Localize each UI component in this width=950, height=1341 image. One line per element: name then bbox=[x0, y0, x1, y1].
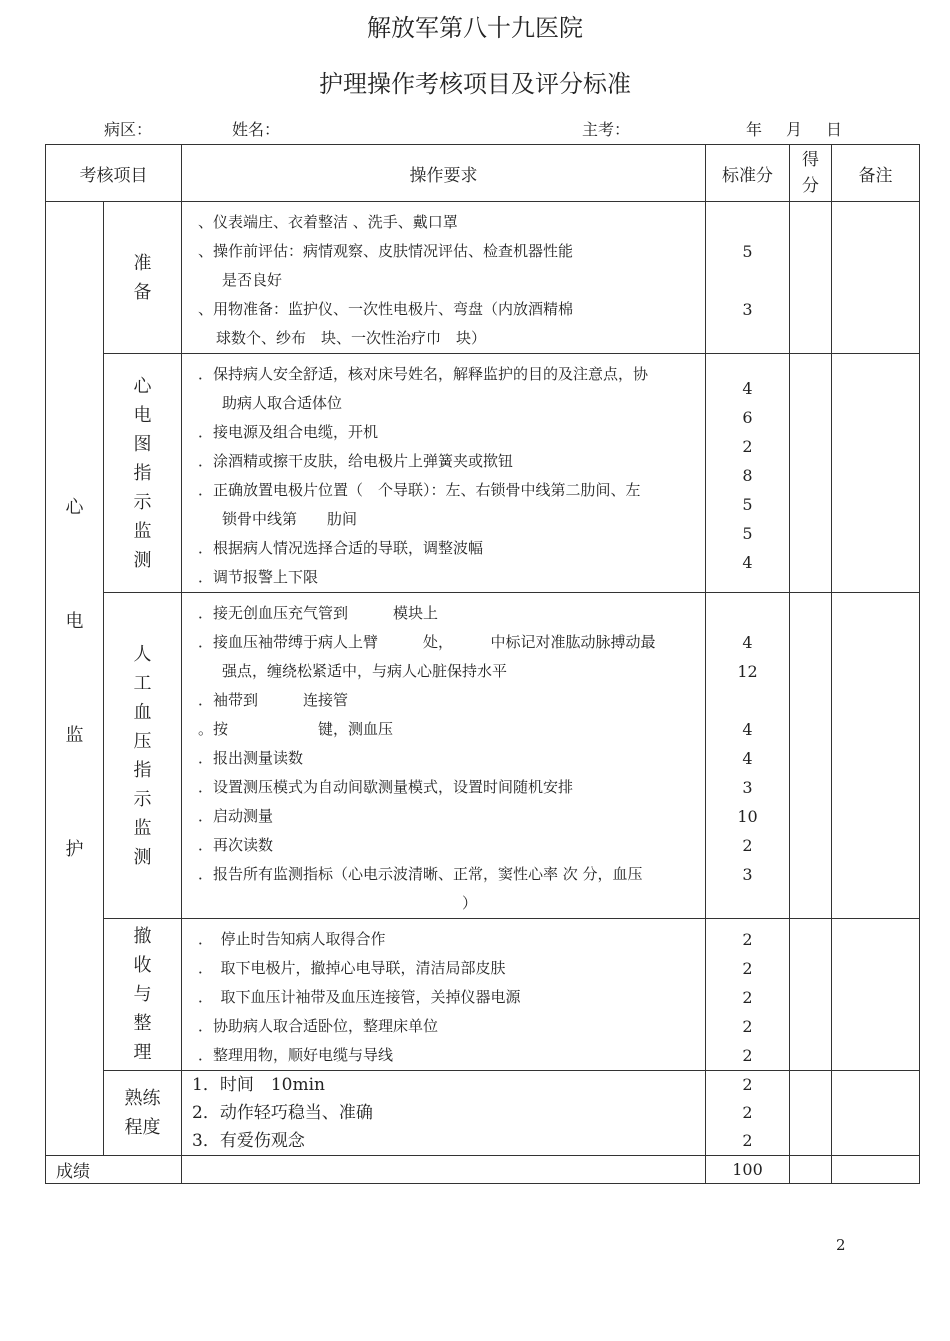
category-cell bbox=[104, 919, 182, 1071]
standard-score: 4 bbox=[742, 633, 753, 652]
score-cell[interactable] bbox=[790, 202, 832, 354]
requirement-cell bbox=[182, 919, 706, 1071]
standard-score: 3 bbox=[742, 865, 753, 884]
total-remark-cell[interactable] bbox=[832, 1156, 920, 1184]
req-line: 是否良好 bbox=[222, 271, 283, 289]
standard-score bbox=[706, 889, 789, 918]
req-line: ．报出测量读数 bbox=[198, 749, 304, 767]
total-standard-score: 100 bbox=[706, 1156, 790, 1184]
req-line: 3．有爱伤观念 bbox=[192, 1131, 305, 1151]
col-remark: 备注 bbox=[832, 145, 920, 202]
standard-score: 2 bbox=[742, 1103, 753, 1122]
standard-score: 3 bbox=[742, 778, 753, 797]
section-row-bp bbox=[46, 593, 920, 919]
standard-score bbox=[706, 208, 789, 237]
day-label: 日 bbox=[826, 120, 843, 139]
year-label: 年 bbox=[746, 120, 763, 139]
standard-score: 2 bbox=[742, 1017, 753, 1036]
standard-score-cell bbox=[706, 202, 790, 354]
standard-score bbox=[706, 599, 789, 628]
standard-score: 2 bbox=[742, 959, 753, 978]
req-line: ．涂酒精或擦干皮肤，给电极片上弹簧夹或揿钮 bbox=[198, 452, 514, 470]
standard-score: 4 bbox=[742, 553, 753, 572]
standard-score: 5 bbox=[742, 495, 753, 514]
req-line: ．根据病人情况选择合适的导联，调整波幅 bbox=[198, 539, 484, 557]
req-line: ．启动测量 bbox=[198, 807, 274, 825]
requirement-cell bbox=[182, 202, 706, 354]
col-score: 得分 bbox=[790, 145, 832, 202]
remark-cell[interactable] bbox=[832, 202, 920, 354]
standard-score-cell bbox=[706, 1071, 790, 1156]
req-line: ．正确放置电极片位置（ 个导联）：左、右锁骨中线第二肋间、左 bbox=[198, 481, 641, 499]
standard-score-cell bbox=[706, 593, 790, 919]
standard-score: 2 bbox=[742, 437, 753, 456]
page-number: 2 bbox=[836, 1236, 846, 1254]
req-line: 2．动作轻巧稳当、准确 bbox=[192, 1103, 373, 1123]
col-requirement: 操作要求 bbox=[182, 145, 706, 202]
req-line: 强点，缠绕松紧适中，与病人心脏保持水平 bbox=[222, 662, 508, 680]
score-cell[interactable] bbox=[790, 919, 832, 1071]
standard-score: 4 bbox=[742, 749, 753, 768]
req-line: ．接无创血压充气管到 模块上 bbox=[198, 604, 439, 622]
req-line: ． 取下血压计袖带及血压连接管，关掉仪器电源 bbox=[198, 988, 521, 1006]
standard-score: 2 bbox=[742, 1046, 753, 1065]
req-line: ．整理用物，顺好电缆与导线 bbox=[198, 1046, 394, 1064]
ward-label: 病区： bbox=[104, 120, 153, 139]
name-label: 姓名： bbox=[232, 120, 281, 139]
hospital-title: 解放军第八十九医院 bbox=[367, 14, 583, 42]
req-line: ．接血压袖带缚于病人上臂 处， 中标记对准肱动脉搏动最 bbox=[198, 633, 656, 651]
req-line: ．接电源及组合电缆，开机 bbox=[198, 423, 379, 441]
form-title: 护理操作考核项目及评分标准 bbox=[319, 70, 631, 98]
outer-category bbox=[46, 202, 104, 1156]
requirement-cell bbox=[182, 593, 706, 919]
standard-score: 2 bbox=[742, 1131, 753, 1150]
req-line: ．袖带到 连接管 bbox=[198, 691, 349, 709]
section-row-cleanup bbox=[46, 919, 920, 1071]
req-line: ． 停止时告知病人取得合作 bbox=[198, 930, 386, 948]
examiner-label: 主考： bbox=[582, 120, 631, 139]
outer-category-text: 心电监护 bbox=[65, 496, 84, 860]
standard-score: 10 bbox=[737, 807, 758, 826]
header-row bbox=[46, 145, 920, 202]
req-line: ） bbox=[462, 894, 478, 912]
standard-score: 8 bbox=[742, 466, 753, 485]
category-cell bbox=[104, 354, 182, 593]
standard-score bbox=[706, 266, 789, 295]
section-row-prep bbox=[46, 202, 920, 354]
standard-score: 5 bbox=[742, 242, 753, 261]
score-cell[interactable] bbox=[790, 354, 832, 593]
category-label: 心电图指示监测 bbox=[133, 375, 152, 571]
req-line: ．调节报警上下限 bbox=[198, 568, 319, 586]
section-row-proficiency bbox=[46, 1071, 920, 1156]
category-cell bbox=[104, 202, 182, 354]
score-cell[interactable] bbox=[790, 593, 832, 919]
total-score-cell[interactable] bbox=[790, 1156, 832, 1184]
req-line: ．协助病人取合适卧位，整理床单位 bbox=[198, 1017, 439, 1035]
req-line: 、操作前评估：病情观察、皮肤情况评估、检查机器性能 bbox=[198, 242, 574, 260]
remark-cell[interactable] bbox=[832, 593, 920, 919]
standard-score-cell bbox=[706, 919, 790, 1071]
requirement-cell bbox=[182, 1071, 706, 1156]
total-requirement-cell bbox=[182, 1156, 706, 1184]
total-row bbox=[46, 1156, 920, 1184]
month-label: 月 bbox=[786, 120, 803, 139]
standard-score bbox=[706, 686, 789, 715]
req-line: ．设置测压模式为自动间歇测量模式，设置时间随机安排 bbox=[198, 778, 574, 796]
req-line: ．保持病人安全舒适，核对床号姓名，解释监护的目的及注意点，协 bbox=[198, 365, 649, 383]
remark-cell[interactable] bbox=[832, 919, 920, 1071]
category-cell bbox=[104, 593, 182, 919]
standard-score: 4 bbox=[742, 720, 753, 739]
req-line: ．再次读数 bbox=[198, 836, 274, 854]
score-cell[interactable] bbox=[790, 1071, 832, 1156]
req-line: 。按 键，测血压 bbox=[198, 720, 394, 738]
standard-score: 3 bbox=[742, 300, 753, 319]
req-line: 锁骨中线第 肋间 bbox=[222, 510, 358, 528]
col-item: 考核项目 bbox=[46, 145, 182, 202]
standard-score: 2 bbox=[742, 930, 753, 949]
standard-score: 4 bbox=[742, 379, 753, 398]
standard-score: 2 bbox=[742, 988, 753, 1007]
standard-score: 12 bbox=[737, 662, 758, 681]
category-label: 熟练程度 bbox=[124, 1088, 161, 1138]
standard-score: 2 bbox=[742, 1075, 753, 1094]
total-label: 成绩 bbox=[46, 1156, 182, 1184]
category-cell bbox=[104, 1071, 182, 1156]
req-line: ．报告所有监测指标（心电示波清晰、正常，窦性心率 次 分，血压 bbox=[198, 865, 643, 883]
remark-cell[interactable] bbox=[832, 1071, 920, 1156]
remark-cell[interactable] bbox=[832, 354, 920, 593]
req-line: 1．时间 10min bbox=[192, 1075, 325, 1095]
standard-score bbox=[706, 324, 789, 353]
req-line: 球数个、纱布 块、一次性治疗巾 块） bbox=[216, 329, 487, 347]
category-label: 人工血压指示监测 bbox=[133, 643, 152, 868]
assessment-table bbox=[45, 144, 920, 1184]
req-line: 助病人取合适体位 bbox=[222, 394, 343, 412]
category-label: 准备 bbox=[133, 252, 152, 303]
requirement-cell bbox=[182, 354, 706, 593]
req-line: 、仪表端庄、衣着整洁 、洗手、戴口罩 bbox=[198, 213, 458, 231]
standard-score: 5 bbox=[742, 524, 753, 543]
req-line: 、用物准备：监护仪、一次性电极片、弯盘（内放酒精棉 bbox=[198, 300, 574, 318]
section-row-ecg bbox=[46, 354, 920, 593]
standard-score: 2 bbox=[742, 836, 753, 855]
standard-score-cell bbox=[706, 354, 790, 593]
standard-score: 6 bbox=[742, 408, 753, 427]
col-standard: 标准分 bbox=[706, 145, 790, 202]
category-label: 撤收与整理 bbox=[133, 926, 152, 1063]
req-line: ． 取下电极片，撤掉心电导联，清洁局部皮肤 bbox=[198, 959, 506, 977]
